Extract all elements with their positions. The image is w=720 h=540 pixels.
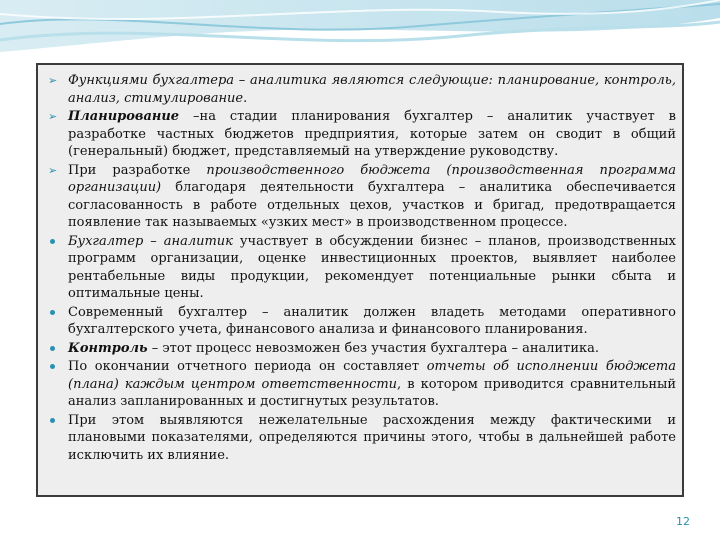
bullet-list [46, 72, 676, 465]
list-item [46, 162, 676, 232]
dot-bullet-icon [48, 412, 62, 429]
arrow-bullet-icon: ➢ [48, 74, 58, 87]
item-text: –на стадии планирования бухгалтер – аналитик участвует в разработке частных бюджетов предприятия, которые затем он сводит в общий (генеральный) бюджет, представляемый на утверждение руководству. [68, 109, 676, 159]
list-item [46, 233, 676, 303]
list-item [46, 72, 676, 107]
list-item [46, 340, 676, 358]
list-item [46, 108, 676, 161]
item-text: Планирование [68, 109, 180, 124]
list-item [46, 412, 676, 465]
item-text: По окончании отчетного периода он составляет [68, 359, 427, 374]
page-number: 12 [676, 515, 690, 528]
item-text: При этом выявляются нежелательные расхождения между фактическими и плановыми показателями, определяются причины этого, чтобы в дальнейшей работе исключить их влияние. [68, 412, 676, 463]
dot-bullet-icon [48, 340, 62, 357]
item-text: , в котором приводится сравнительный анализ запланированных и достигнутых результатов. [68, 376, 676, 409]
item-text: отчеты об исполнении бюджета (плана) каждым центром ответственности [68, 359, 677, 392]
item-text: участвует в обсуждении бизнес – планов, производственных программ организации, оценке инвестиционных проектов, выявляет наиболее рентабельные виды продукции, рекомендует потенциальные рынки сбыта и оптимальные цены. [68, 233, 676, 301]
item-text: Современный бухгалтер – аналитик должен владеть методами оперативного бухгалтерского учета, финансового анализа и финансового планирования. [68, 304, 676, 337]
item-text: производственного бюджета (производственная программа организации) [68, 162, 676, 195]
list-item [46, 304, 676, 339]
item-text: При разработке [68, 162, 207, 178]
item-text: Контроль [68, 340, 148, 356]
item-text: Бухгалтер – аналитик [68, 233, 233, 249]
arrow-bullet-icon: ➢ [48, 163, 58, 177]
dot-bullet-icon [48, 358, 62, 375]
dot-bullet-icon [48, 304, 62, 321]
list-item [46, 358, 676, 411]
item-text: благодаря деятельности бухгалтера – аналитика обеспечивается согласованность в работе отдельных цехов, участков и бригад, предотвращается появление так называемых «узких мест» в производственном процессе. [68, 180, 676, 230]
arrow-bullet-icon: ➢ [48, 110, 58, 123]
item-text: – этот процесс невозможен без участия бухгалтера – аналитика. [147, 340, 600, 356]
item-text: Функциями бухгалтера – аналитика являются следующие: планирование, контроль, анализ, стимулирование. [68, 73, 676, 106]
content-box [36, 63, 684, 497]
dot-bullet-icon [48, 233, 62, 250]
